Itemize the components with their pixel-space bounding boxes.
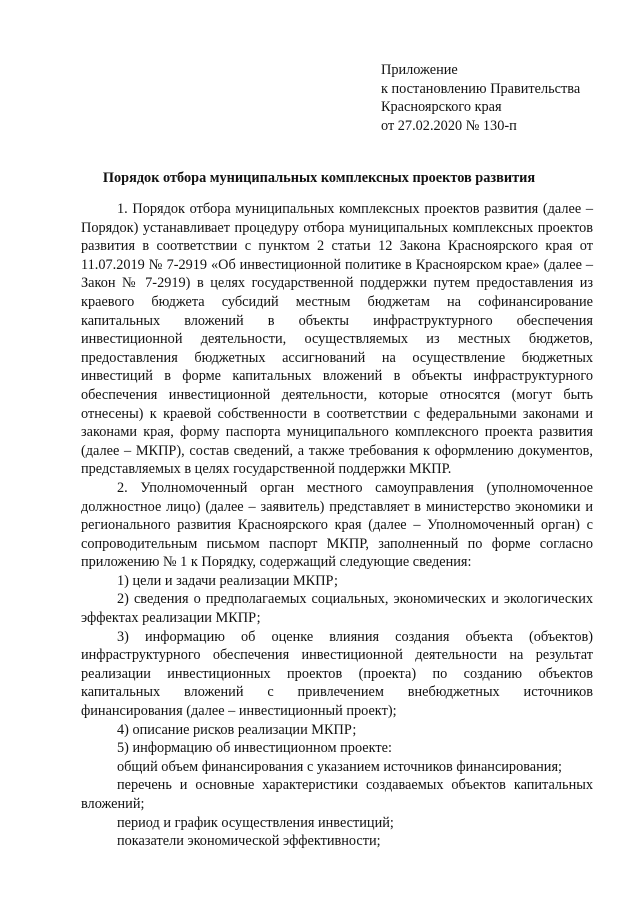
appendix-resolution-ref: к постановлению Правительства	[381, 80, 581, 97]
sub-item-financing: общий объем финансирования с указанием источников финансирования;	[117, 758, 562, 775]
list-item-2: 2) сведения о предполагаемых социальных, экономических и экологических эффектах реализации МКПР;	[81, 591, 593, 627]
list-item-5: 5) информацию об инвестиционном проекте:	[117, 740, 392, 757]
list-item-4: 4) описание рисков реализации МКПР;	[117, 721, 357, 738]
sub-item-schedule: период и график осуществления инвестиций;	[117, 814, 394, 831]
list-item-3: 3) информацию об оценке влияния создания объекта (объектов) инфраструктурного обеспечения инвестиционной деятельности на результат реализации инвестиционных проектов (проекта) по созданию объектов капитальных вложений с привлечением внебюджетных источников финансирования (далее – инвестиционный проект);	[81, 628, 593, 720]
sub-item-objects: перечень и основные характеристики создаваемых объектов капитальных вложений;	[81, 777, 593, 812]
appendix-header	[381, 61, 580, 135]
appendix-label: Приложение	[381, 62, 458, 78]
sub-item-efficiency: показатели экономической эффективности;	[117, 833, 381, 850]
appendix-date-number: от 27.02.2020 № 130-п	[381, 117, 517, 134]
list-item-1: 1) цели и задачи реализации МКПР;	[117, 572, 338, 589]
document-title: Порядок отбора муниципальных комплексных проектов развития	[102, 170, 536, 186]
paragraph-1: 1. Порядок отбора муниципальных комплексных проектов развития (далее – Порядок) устанавливает процедуру отбора муниципальных комплексных проектов развития в соответствии с пунктом 2 статьи 12 Закона Красноярского края от 11.07.2019 № 7-2919 «Об инвестиционной политике в Красноярском крае» (далее – Закон № 7-2919) в целях государственной поддержки путем предоставления из краевого бюджета субсидий местным бюджетам на софинансирование капитальных вложений в объекты инфраструктурного обеспечения инвестиционной деятельности, осуществляемых из местных бюджетов, предоставления бюджетных ассигнований на осуществление бюджетных инвестиций в форме капитальных вложений в объекты инфраструктурного обеспечения инвестиционной деятельности, которые относятся (могут быть отнесены) к краевой собственности в соответствии с федеральными законами и законами края, форму паспорта муниципального комплексного проекта развития (далее – МКПР), состав сведений, а также требования к оформлению документов, представляемых в целях государственной поддержки МКПР.	[81, 201, 593, 478]
paragraph-2: 2. Уполномоченный орган местного самоуправления (уполномоченное должностное лицо) (далее – заявитель) представляет в министерство экономики и регионального развития Красноярского края (далее – Уполномоченный орган) с сопроводительным письмом паспорт МКПР, заполненный по форме согласно приложению № 1 к Порядку, содержащий следующие сведения:	[81, 479, 593, 571]
appendix-region: Красноярского края	[381, 99, 502, 116]
document-body	[81, 200, 593, 851]
